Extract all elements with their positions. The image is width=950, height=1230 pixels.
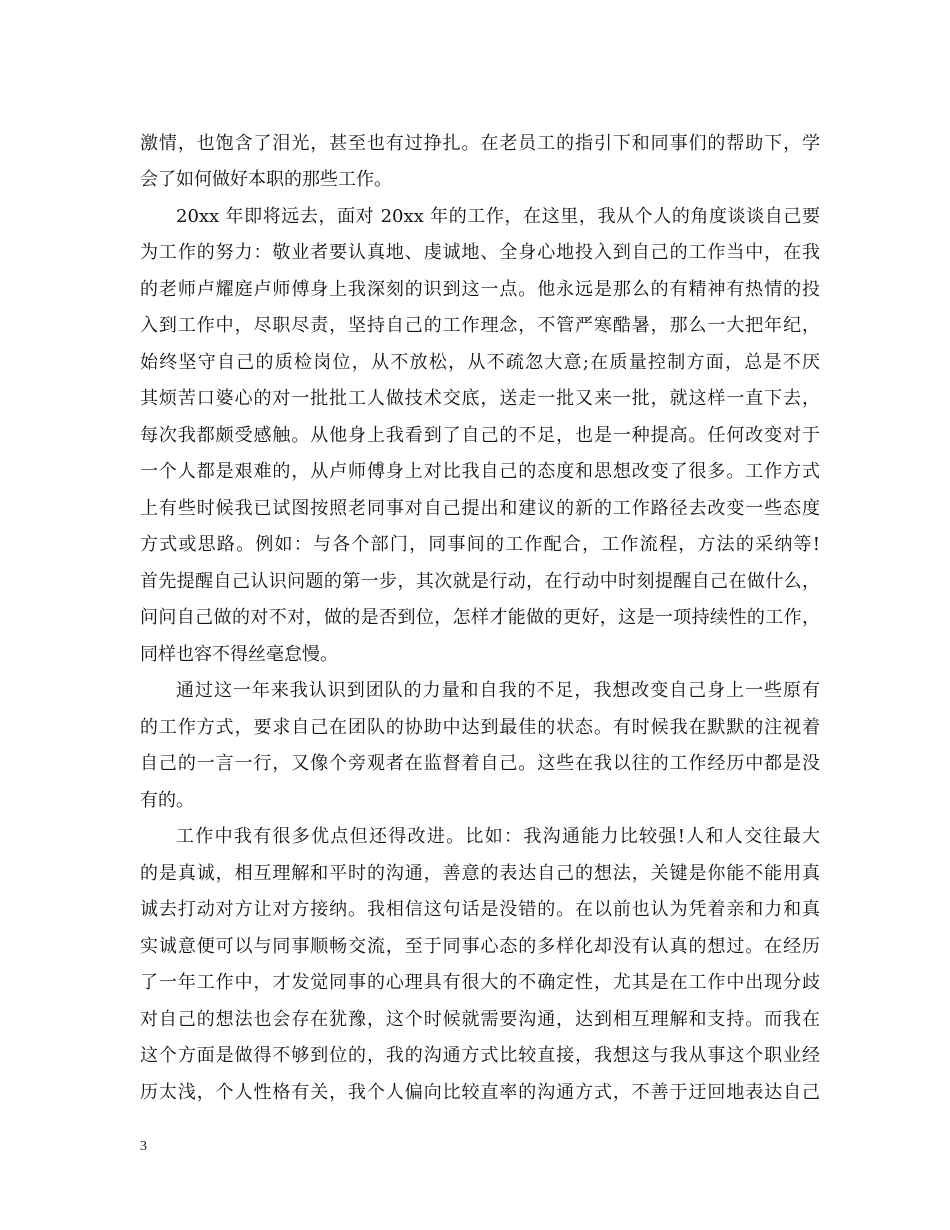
text-line: 其烦苦口婆心的对一批批工人做技术交底，送走一批又来一批，就这样一直下去， [140,388,820,409]
text-line: 方式或思路。例如：与各个部门，同事间的工作配合，工作流程，方法的采纳等! [140,534,820,555]
text-line: 对自己的想法也会存在犹豫，这个时候就需要沟通，达到相互理解和支持。而我在 [140,1009,820,1030]
text-line: 自己的一言一行，又像个旁观者在监督着自己。这些在我以往的工作经历中都是没 [140,753,820,774]
text-line: 会了如何做好本职的那些工作。 [140,169,392,190]
page-number: 3 [140,1139,147,1154]
text-line: 历太浅，个人性格有关，我个人偏向比较直率的沟通方式，不善于迂回地表达自己 [140,1082,820,1103]
text-line: 问问自己做的对不对，做的是否到位，怎样才能做的更好，这是一项持续性的工作， [140,607,820,628]
text-line: 同样也容不得丝毫怠慢。 [140,644,338,665]
text-line: 每次我都颇受感触。从他身上我看到了自己的不足，也是一种提高。任何改变对于 [140,425,820,446]
text-line: 的是真诚，相互理解和平时的沟通，善意的表达自己的想法，关键是你能不能用真 [140,863,820,884]
text-line: 了一年工作中，才发觉同事的心理具有很大的不确定性，尤其是在工作中出现分歧 [140,972,820,993]
paragraph-first-line: 工作中我有很多优点但还得改进。比如：我沟通能力比较强!人和人交往最大 [176,826,820,847]
text-line: 激情，也饱含了泪光，甚至也有过挣扎。在老员工的指引下和同事们的帮助下，学 [140,133,820,154]
text-line: 始终坚守自己的质检岗位，从不放松，从不疏忽大意;在质量控制方面，总是不厌 [140,352,820,373]
paragraph-first-line: 通过这一年来我认识到团队的力量和自我的不足，我想改变自己身上一些原有 [176,680,820,701]
text-line: 这个方面是做得不够到位的，我的沟通方式比较直接，我想这与我从事这个职业经 [140,1045,820,1066]
text-line: 入到工作中，尽职尽责，坚持自己的工作理念，不管严寒酷暑，那么一大把年纪， [140,315,820,336]
text-line: 实诚意便可以与同事顺畅交流，至于同事心态的多样化却没有认真的想过。在经历 [140,936,820,957]
text-line: 为工作的努力：敬业者要认真地、虔诚地、全身心地投入到自己的工作当中，在我 [140,242,820,263]
text-line: 的老师卢耀庭卢师傅身上我深刻的识到这一点。他永远是那么的有精神有热情的投 [140,279,820,300]
text-line: 诚去打动对方让对方接纳。我相信这句话是没错的。在以前也认为凭着亲和力和真 [140,899,820,920]
paragraph-first-line: 20xx 年即将远去，面对 20xx 年的工作，在这里，我从个人的角度谈谈自己要 [176,206,820,227]
text-line: 的工作方式，要求自己在团队的协助中达到最佳的状态。有时候我在默默的注视着 [140,717,820,738]
text-line: 首先提醒自己认识问题的第一步，其次就是行动，在行动中时刻提醒自己在做什么， [140,571,820,592]
text-line: 一个人都是艰难的，从卢师傅身上对比我自己的态度和思想改变了很多。工作方式 [140,461,820,482]
text-line: 上有些时候我已试图按照老同事对自己提出和建议的新的工作路径去改变一些态度 [140,498,820,519]
text-line: 有的。 [140,790,194,811]
